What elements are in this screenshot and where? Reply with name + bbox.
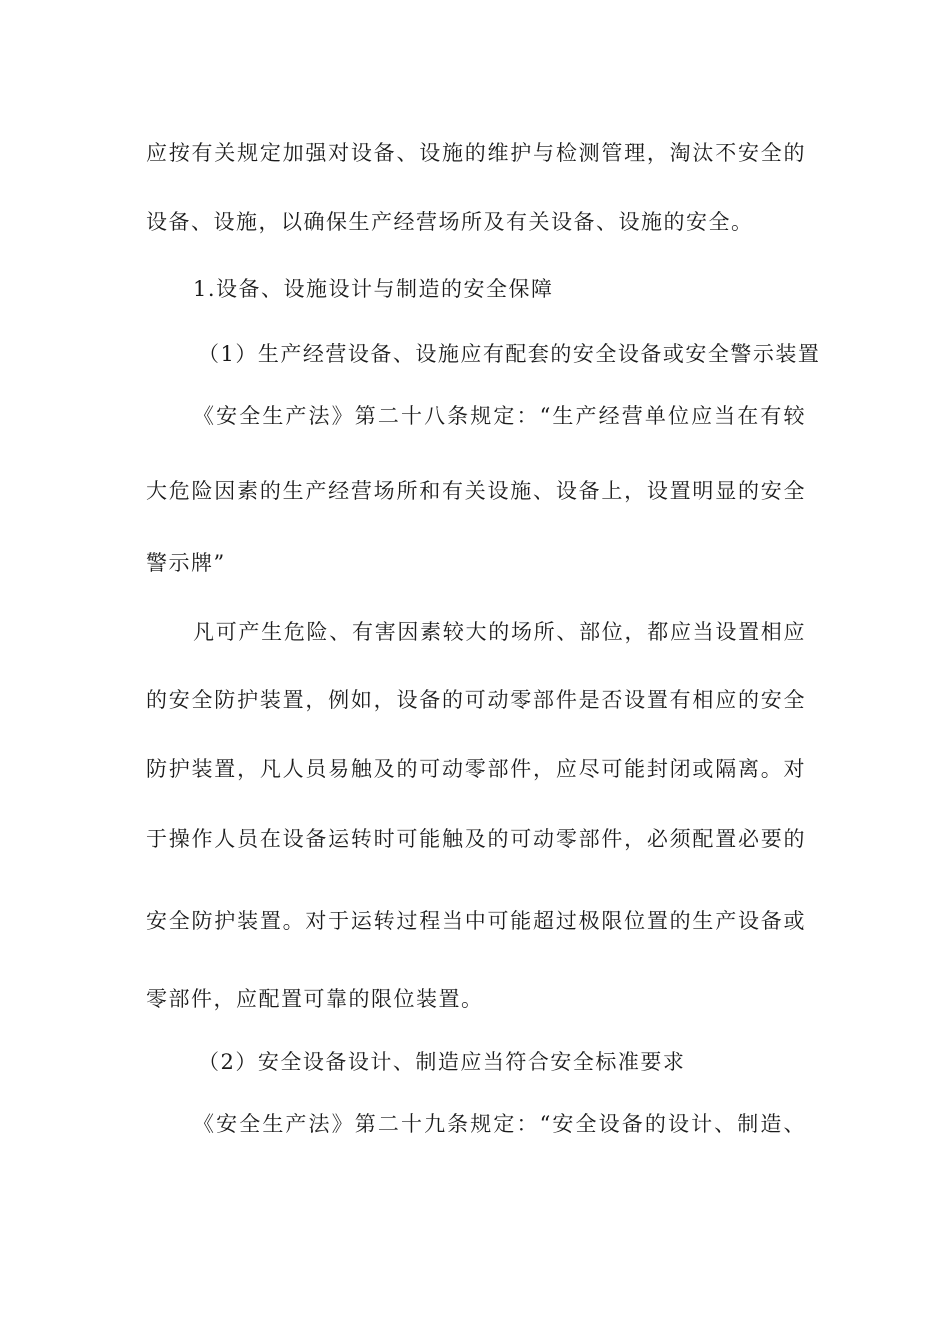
paragraph-line: 零部件，应配置可靠的限位装置。 <box>146 987 484 1011</box>
paragraph-line: 《安全生产法》第二十八条规定：“生产经营单位应当在有较 <box>193 404 806 428</box>
paragraph-line: 于操作人员在设备运转时可能触及的可动零部件，必须配置必要的 <box>146 827 806 851</box>
paragraph-line: 《安全生产法》第二十九条规定：“安全设备的设计、制造、 <box>193 1112 806 1136</box>
paragraph-line: 安全防护装置。对于运转过程当中可能超过极限位置的生产设备或 <box>146 909 806 933</box>
paragraph-line: 设备、设施，以确保生产经营场所及有关设备、设施的安全。 <box>146 210 754 234</box>
paragraph-line: 的安全防护装置，例如，设备的可动零部件是否设置有相应的安全 <box>146 688 806 712</box>
subsection-heading: （2）安全设备设计、制造应当符合安全标准要求 <box>198 1050 686 1074</box>
paragraph-line: 凡可产生危险、有害因素较大的场所、部位，都应当设置相应 <box>193 620 806 644</box>
section-heading: 1.设备、设施设计与制造的安全保障 <box>193 277 554 301</box>
paragraph-line: 警示牌” <box>146 551 226 575</box>
paragraph-line: 应按有关规定加强对设备、设施的维护与检测管理，淘汰不安全的 <box>146 141 806 165</box>
subsection-heading: （1）生产经营设备、设施应有配套的安全设备或安全警示装置 <box>198 342 821 366</box>
paragraph-line: 防护装置，凡人员易触及的可动零部件，应尽可能封闭或隔离。对 <box>146 757 806 781</box>
paragraph-line: 大危险因素的生产经营场所和有关设施、设备上，设置明显的安全 <box>146 479 806 503</box>
